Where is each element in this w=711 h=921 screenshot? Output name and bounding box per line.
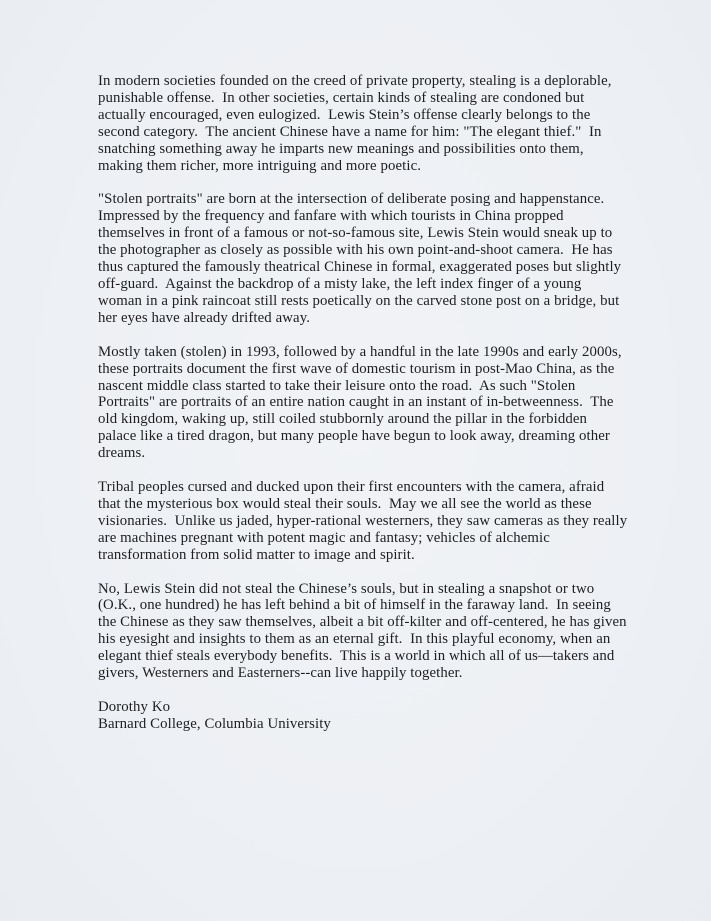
author-affiliation: Barnard College, Columbia University bbox=[98, 715, 331, 732]
paragraph-5: No, Lewis Stein did not steal the Chinese’s souls, but in stealing a snapshot or two (O.K., one hundred) he has left behind a bit of himself in the faraway land. In seeing the Chinese as they saw themselves, albeit a bit off-kilter and off-centered, he has given his eyesight and insights to them as an eternal gift. In this playful economy, when an elegant thief steals everybody benefits. This is a world in which all of us—takers and givers, Westerners and Easterners--can live happily together. bbox=[98, 580, 631, 682]
document-text-block bbox=[98, 73, 632, 733]
paragraph-4: Tribal peoples cursed and ducked upon their first encounters with the camera, afraid that the mysterious box would steal their souls. May we all see the world as these visionaries. Unlike us jaded, hyper-rational westerners, they saw cameras as they really are machines pregnant with potent magic and fantasy; vehicles of alchemic transformation from solid matter to image and spirit. bbox=[98, 479, 632, 563]
paragraph-1: In modern societies founded on the creed of private property, stealing is a deplorable, punishable offense. In other societies, certain kinds of stealing are condoned but actually encouraged, even eulogized. Lewis Stein’s offense clearly belongs to the second category. The ancient Chinese have a name for him: "The elegant thief." In snatching something away he imparts new meanings and possibilities onto them, making them richer, more intriguing and more poetic. bbox=[98, 73, 616, 174]
author-name: Dorothy Ko bbox=[98, 699, 171, 715]
paragraph-2: "Stolen portraits" are born at the intersection of deliberate posing and happenstance. Impressed by the frequency and fanfare with which tourists in China propped themselves in front of a famous or not-so-famous site, Lewis Stein would sneak up to the photographer as closely as possible with his own point-and-shoot camera. He has thus captured the famously theatrical Chinese in formal, exaggerated poses but slightly off-guard. Against the backdrop of a misty lake, the left index finger of a young woman in a pink raincoat still rests poetically on the carved stone post on a bridge, but her eyes have already drifted away. bbox=[98, 191, 625, 326]
paragraph-3: Mostly taken (stolen) in 1993, followed by a handful in the late 1990s and early 2000s, these portraits document the first wave of domestic tourism in post-Mao China, as the nascent middle class started to take their leisure onto the road. As such "Stolen Portraits" are portraits of an entire nation caught in an instant of in-betweenness. The old kingdom, waking up, still coiled stubbornly around the pillar in the forbidden palace like a tired dragon, but many people have begun to look away, dreaming other dreams. bbox=[98, 343, 626, 462]
signature-block bbox=[98, 699, 628, 733]
